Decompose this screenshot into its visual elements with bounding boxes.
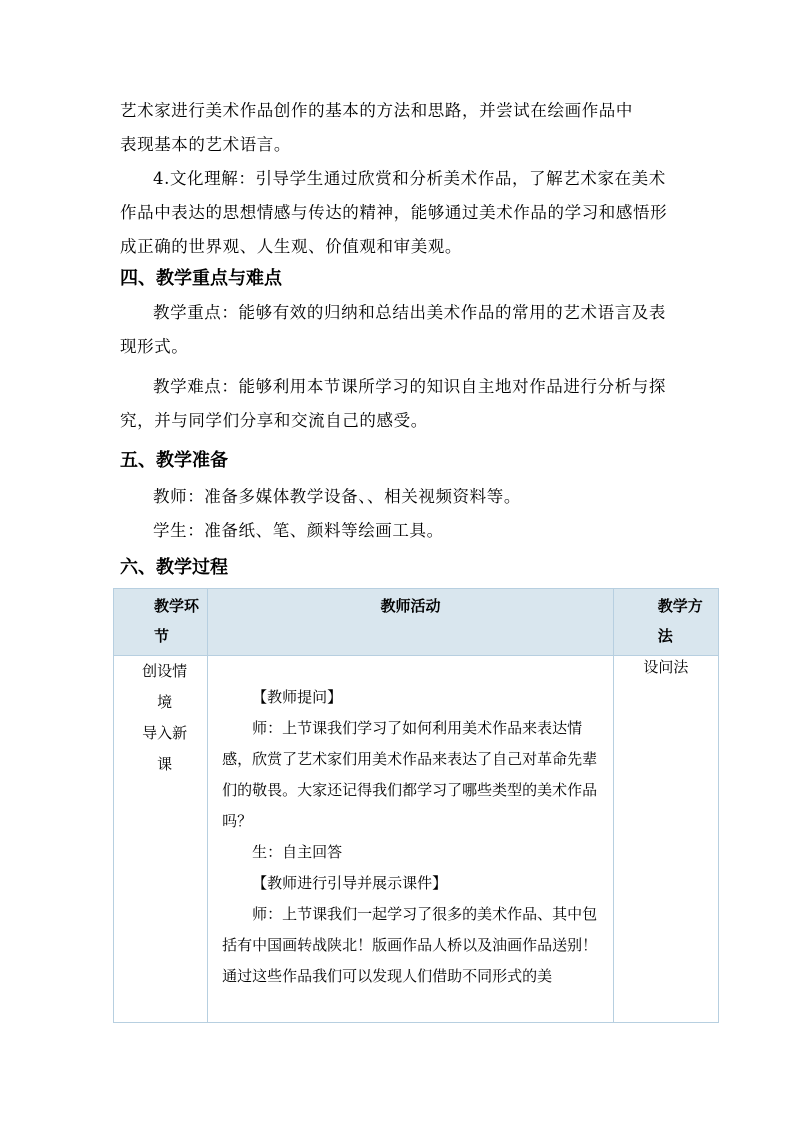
activity-label-guidance: 【教师进行引导并展示课件】 (252, 874, 448, 892)
difficulty-paragraph: 教学难点：能够利用本节课所学习的知识自主地对作品进行分析与探究，并与同学们分享和交流自己的感受。 (120, 377, 666, 430)
intro-paragraph (120, 94, 680, 162)
teacher-preparation: 教师：准备多媒体教学设备、、相关视频资料等。 (153, 487, 521, 506)
student-preparation: 学生：准备纸、笔、颜料等绘画工具。 (153, 521, 444, 540)
header-teacher-activity: 教师活动 (208, 589, 614, 656)
stage-line: 创设情 (142, 662, 188, 680)
header-stage: 教学环 节 (114, 589, 208, 656)
stage-line: 课 (157, 755, 173, 773)
stage-line: 境 (157, 693, 173, 711)
header-method: 教学方 法 (613, 589, 718, 656)
intro-line-1: 艺术家进行美术作品创作的基本的方法和思路，并尝试在绘画作品中 (120, 101, 633, 120)
intro-line-2: 表现基本的艺术语言。 (120, 135, 291, 154)
culture-understanding-paragraph: 4.文化理解：引导学生通过欣赏和分析美术作品，了解艺术家在美术作品中表达的思想情感与传达的精神，能够通过美术作品的学习和感悟形成正确的世界观、人生观、价值观和审美观。 (120, 169, 668, 256)
activity-student-response: 生：自主回答 (252, 843, 343, 861)
table-header-row (114, 589, 719, 656)
stage-line: 导入新 (142, 724, 188, 742)
section-heading-preparation: 五、教学准备 (120, 450, 228, 471)
activity-teacher-speech: 师：上节课我们学习了如何利用美术作品来表达情感，欣赏了艺术家们用美术作品来表达了自己对革命先辈们的敬畏。大家还记得我们都学习了哪些类型的美术作品吗？ (222, 719, 598, 830)
activity-teacher-guidance-speech: 师：上节课我们一起学习了很多的美术作品、其中包括有中国画转战陕北！版画作品人桥以及油画作品送别！通过这些作品我们可以发现人们借助不同形式的美 (222, 905, 598, 985)
table-row (114, 656, 719, 1023)
method-cell: 设问法 (613, 656, 718, 1023)
teaching-process-table (113, 588, 719, 1023)
section-heading-process: 六、教学过程 (120, 557, 228, 578)
teacher-activity-cell (208, 656, 614, 1023)
activity-label-teacher-question: 【教师提问】 (252, 688, 343, 706)
stage-cell (114, 656, 208, 1023)
section-heading-key-points: 四、教学重点与难点 (120, 268, 282, 289)
key-point-paragraph: 教学重点：能够有效的归纳和总结出美术作品的常用的艺术语言及表现形式。 (120, 303, 666, 356)
